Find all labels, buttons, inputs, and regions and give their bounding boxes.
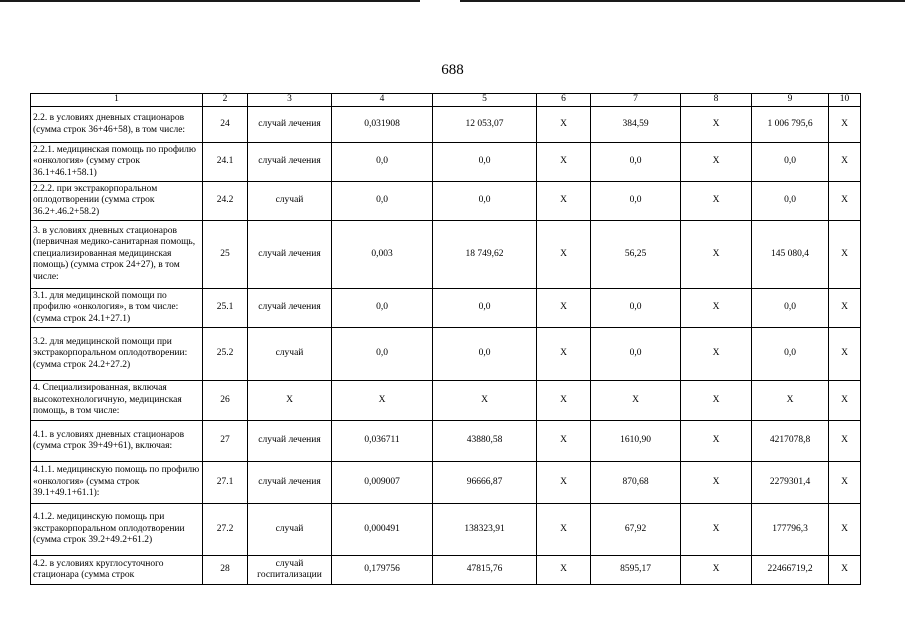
row-name: 3.1. для медицинской помощи по профилю «онкология», в том числе: (сумма строк 24.1+27.1) <box>31 289 203 328</box>
table-row <box>31 289 861 328</box>
row-col7: X <box>591 381 681 421</box>
row-col8: X <box>681 221 752 289</box>
row-col9: 0,0 <box>752 289 829 328</box>
row-col5: 12 053,07 <box>433 107 537 143</box>
row-unit: случай лечения <box>248 462 332 504</box>
row-col5: 138323,91 <box>433 504 537 556</box>
row-col9: X <box>752 381 829 421</box>
table-row <box>31 143 861 182</box>
row-col5: 18 749,62 <box>433 221 537 289</box>
row-unit: случай лечения <box>248 289 332 328</box>
row-col4: 0,000491 <box>332 504 433 556</box>
row-col10: X <box>829 328 861 381</box>
row-col5: 0,0 <box>433 182 537 221</box>
header-cell: 7 <box>591 94 681 107</box>
row-col8: X <box>681 556 752 585</box>
header-cell: 3 <box>248 94 332 107</box>
row-col8: X <box>681 143 752 182</box>
row-name: 4. Специализированная, включая высокотехнологичную, медицинская помощь, в том числе: <box>31 381 203 421</box>
row-unit: случай <box>248 328 332 381</box>
row-col6: X <box>537 421 591 462</box>
row-col5: 47815,76 <box>433 556 537 585</box>
row-col10: X <box>829 462 861 504</box>
row-col8: X <box>681 289 752 328</box>
row-name: 3.2. для медицинской помощи при экстракорпоральном оплодотворении: (сумма строк 24.2+27.2) <box>31 328 203 381</box>
row-col9: 0,0 <box>752 328 829 381</box>
table-row <box>31 556 861 585</box>
header-cell: 2 <box>203 94 248 107</box>
row-col9: 145 080,4 <box>752 221 829 289</box>
row-col4: 0,009007 <box>332 462 433 504</box>
row-code: 24.1 <box>203 143 248 182</box>
row-col4: 0,179756 <box>332 556 433 585</box>
row-col6: X <box>537 143 591 182</box>
row-code: 27.2 <box>203 504 248 556</box>
row-col7: 1610,90 <box>591 421 681 462</box>
row-col7: 384,59 <box>591 107 681 143</box>
row-col10: X <box>829 107 861 143</box>
table-row <box>31 421 861 462</box>
row-col9: 22466719,2 <box>752 556 829 585</box>
row-col4: 0,0 <box>332 328 433 381</box>
row-col4: X <box>332 381 433 421</box>
row-col10: X <box>829 143 861 182</box>
table-row <box>31 381 861 421</box>
row-col4: 0,0 <box>332 143 433 182</box>
row-col4: 0,0 <box>332 289 433 328</box>
row-col10: X <box>829 556 861 585</box>
row-col10: X <box>829 221 861 289</box>
row-unit: случай лечения <box>248 107 332 143</box>
row-code: 25.2 <box>203 328 248 381</box>
row-col7: 67,92 <box>591 504 681 556</box>
table-row <box>31 504 861 556</box>
row-col7: 0,0 <box>591 182 681 221</box>
header-cell: 5 <box>433 94 537 107</box>
row-col4: 0,003 <box>332 221 433 289</box>
row-col6: X <box>537 289 591 328</box>
row-name: 2.2.1. медицинская помощь по профилю «онкология» (сумму строк 36.1+46.1+58.1) <box>31 143 203 182</box>
row-code: 26 <box>203 381 248 421</box>
row-col10: X <box>829 182 861 221</box>
row-col5: 0,0 <box>433 289 537 328</box>
header-cell: 4 <box>332 94 433 107</box>
row-unit: случай лечения <box>248 143 332 182</box>
data-table <box>30 93 861 585</box>
row-code: 25.1 <box>203 289 248 328</box>
row-name: 2.2.2. при экстракорпоральном оплодотворении (сумма строк 36.2+.46.2+58.2) <box>31 182 203 221</box>
table-row <box>31 328 861 381</box>
row-col9: 4217078,8 <box>752 421 829 462</box>
row-col6: X <box>537 107 591 143</box>
page-number: 688 <box>441 62 464 78</box>
row-unit: случай <box>248 182 332 221</box>
header-cell: 10 <box>829 94 861 107</box>
row-name: 4.1. в условиях дневных стационаров (сумма строк 39+49+61), включая: <box>31 421 203 462</box>
header-cell: 6 <box>537 94 591 107</box>
row-col10: X <box>829 504 861 556</box>
row-name: 4.1.1. медицинскую помощь по профилю «онкология» (сумма строк 39.1+49.1+61.1): <box>31 462 203 504</box>
row-col10: X <box>829 421 861 462</box>
row-col8: X <box>681 504 752 556</box>
row-unit: X <box>248 381 332 421</box>
row-col7: 8595,17 <box>591 556 681 585</box>
header-cell: 8 <box>681 94 752 107</box>
row-col10: X <box>829 289 861 328</box>
row-code: 28 <box>203 556 248 585</box>
header-cell: 1 <box>31 94 203 107</box>
row-col10: X <box>829 381 861 421</box>
row-col8: X <box>681 328 752 381</box>
row-col6: X <box>537 381 591 421</box>
row-col6: X <box>537 328 591 381</box>
row-unit: случай лечения <box>248 421 332 462</box>
header-cell: 9 <box>752 94 829 107</box>
row-col6: X <box>537 221 591 289</box>
row-col9: 1 006 795,6 <box>752 107 829 143</box>
row-col7: 0,0 <box>591 143 681 182</box>
row-col5: 96666,87 <box>433 462 537 504</box>
row-col6: X <box>537 504 591 556</box>
row-col7: 56,25 <box>591 221 681 289</box>
row-col6: X <box>537 556 591 585</box>
row-col7: 0,0 <box>591 289 681 328</box>
row-code: 27 <box>203 421 248 462</box>
header-row <box>31 94 861 107</box>
row-code: 27.1 <box>203 462 248 504</box>
row-col9: 0,0 <box>752 182 829 221</box>
row-unit: случай госпитализации <box>248 556 332 585</box>
row-unit: случай лечения <box>248 221 332 289</box>
row-col9: 0,0 <box>752 143 829 182</box>
row-col5: 0,0 <box>433 143 537 182</box>
scan-edge-gap <box>420 0 460 2</box>
row-col5: 0,0 <box>433 328 537 381</box>
table-row <box>31 107 861 143</box>
row-col4: 0,036711 <box>332 421 433 462</box>
row-name: 4.2. в условиях круглосуточного стационара (сумма строк <box>31 556 203 585</box>
row-col4: 0,031908 <box>332 107 433 143</box>
row-col9: 2279301,4 <box>752 462 829 504</box>
row-name: 3. в условиях дневных стационаров (первичная медико-санитарная помощь, специализированная медицинская помощь) (сумма строк 24+27), в том числе: <box>31 221 203 289</box>
row-col6: X <box>537 182 591 221</box>
row-code: 24.2 <box>203 182 248 221</box>
row-name: 2.2. в условиях дневных стационаров (сумма строк 36+46+58), в том числе: <box>31 107 203 143</box>
row-col7: 0,0 <box>591 328 681 381</box>
row-name: 4.1.2. медицинскую помощь при экстракорпоральном оплодотворении (сумма строк 39.2+49.2+61.2) <box>31 504 203 556</box>
row-col8: X <box>681 462 752 504</box>
table-row <box>31 462 861 504</box>
row-code: 24 <box>203 107 248 143</box>
row-col8: X <box>681 107 752 143</box>
row-col5: X <box>433 381 537 421</box>
row-col4: 0,0 <box>332 182 433 221</box>
row-col8: X <box>681 421 752 462</box>
table-row <box>31 182 861 221</box>
row-code: 25 <box>203 221 248 289</box>
row-col6: X <box>537 462 591 504</box>
row-col8: X <box>681 381 752 421</box>
row-col9: 177796,3 <box>752 504 829 556</box>
row-col7: 870,68 <box>591 462 681 504</box>
row-unit: случай <box>248 504 332 556</box>
table-row <box>31 221 861 289</box>
row-col5: 43880,58 <box>433 421 537 462</box>
row-col8: X <box>681 182 752 221</box>
